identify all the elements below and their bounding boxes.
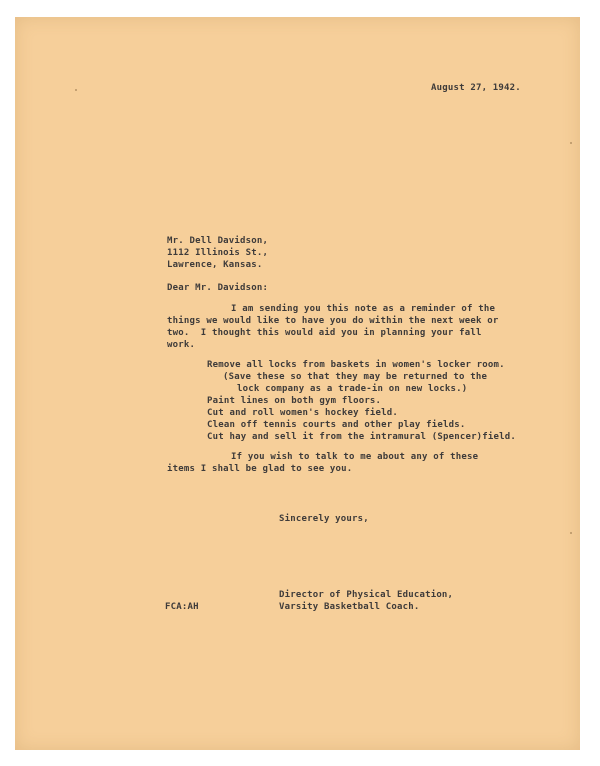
letter-date: August 27, 1942. [431, 83, 521, 93]
recipient-name: Mr. Dell Davidson, [167, 236, 269, 246]
paper-speck [570, 142, 572, 144]
signature-subtitle: Varsity Basketball Coach. [279, 602, 420, 612]
letter-page [15, 17, 580, 750]
reference-initials: FCA:AH [165, 602, 199, 612]
recipient-city: Lawrence, Kansas. [167, 260, 263, 270]
task-note: lock company as a trade-in on new locks.) [237, 384, 468, 394]
task-note: (Save these so that they may be returned to the [223, 372, 488, 382]
intro-line: things we would like to have you do within the next week or [167, 316, 499, 326]
task-item: Remove all locks from baskets in women's locker room. [207, 360, 505, 370]
task-item: Cut hay and sell it from the intramural (Spencer)field. [207, 432, 517, 442]
closing-line: items I shall be glad to see you. [167, 464, 353, 474]
paper-speck [570, 532, 572, 534]
salutation: Dear Mr. Davidson: [167, 283, 269, 293]
recipient-street: 1112 Illinois St., [167, 248, 269, 258]
task-item: Clean off tennis courts and other play fields. [207, 420, 466, 430]
intro-line: I am sending you this note as a reminder of the [231, 304, 496, 314]
task-item: Cut and roll women's hockey field. [207, 408, 399, 418]
task-item: Paint lines on both gym floors. [207, 396, 382, 406]
intro-line: two. I thought this would aid you in planning your fall [167, 328, 482, 338]
signature-title: Director of Physical Education, [279, 590, 454, 600]
intro-line: work. [167, 340, 196, 350]
closing-line: If you wish to talk to me about any of these [231, 452, 479, 462]
complimentary-close: Sincerely yours, [279, 514, 369, 524]
paper-speck [75, 89, 77, 91]
